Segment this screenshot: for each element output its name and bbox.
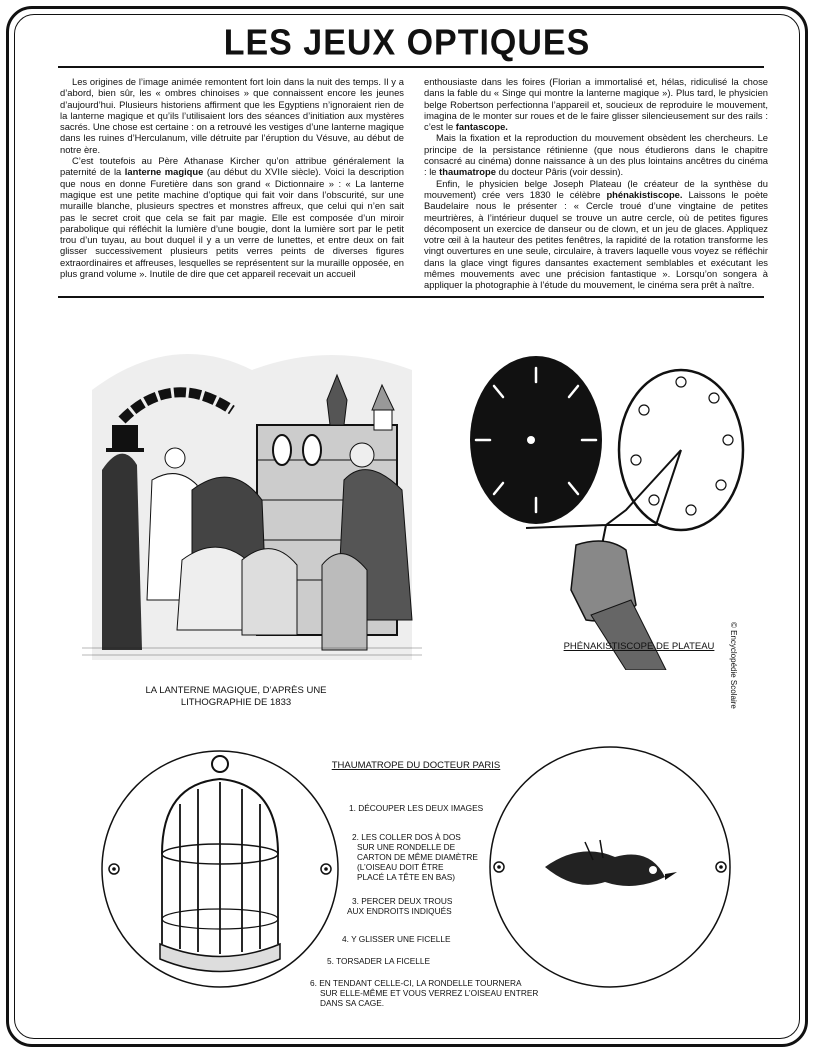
instruction-step-6-line2: SUR ELLE-MÊME ET VOUS VERREZ L’OISEAU ENTRER: [320, 988, 539, 998]
instruction-step-4: 4. Y GLISSER UNE FICELLE: [342, 934, 451, 944]
term-lanterne-magique: lanterne magique: [124, 166, 204, 178]
lanterne-magique-illustration: [82, 330, 422, 660]
instruction-step-2-line2: SUR UNE RONDELLE DE: [357, 842, 456, 852]
text-bottom-rule: [58, 296, 764, 298]
title-rule: [58, 66, 764, 68]
foires-text: enthousiaste dans les foires (Florian a immortalisé et, hélas, ridiculisé la chose dans la fable du « Singe qui montre la lanterne magique »). Plus tard, le physicien belge Robertson perfectionna l’appareil et, soucieux de reproduire le mouvement, imagina de le monter sur roues et de le faire glisser silencieusement sur des rails : c’est le: [424, 76, 768, 133]
caption-lanterne: [96, 685, 376, 708]
instruction-step-2-line4: (L’OISEAU DOIT ÊTRE: [357, 862, 444, 872]
paragraph-foires: [424, 76, 768, 132]
caption-phenakistiscope: PHÉNAKISTISCOPE DE PLATEAU: [563, 641, 715, 652]
caption-lanterne-line2: LITHOGRAPHIE DE 1833: [180, 696, 292, 708]
instruction-step-6: 6. EN TENDANT CELLE-CI, LA RONDELLE TOURNERA: [310, 978, 522, 988]
paragraph-origins: Les origines de l’image animée remontent fort loin dans la nuit des temps. Il y a d’abord, bien sûr, les « ombres chinoises » que connaissent encore les jeunes d’aujourd’hui. Plusieurs historiens affirment que les Egyptiens n’ignoraient rien de la lanterne magique et qu’ils l’utilisaient lors des séances d’initiation aux mystères sacrés. Une chose est certaine : on a retrouvé les vestiges d’une lanterne magique dans les ruines d’Herculanum, ville détruite par l’éruption du Vésuve, au début de notre ère.: [60, 76, 404, 155]
paragraph-plateau: [424, 178, 768, 291]
instruction-step-3-line2: AUX ENDROITS INDIQUÉS: [347, 906, 452, 916]
caption-thaumatrope: THAUMATROPE DU DOCTEUR PARIS: [331, 760, 501, 771]
page-title: LES JEUX OPTIQUES: [223, 23, 591, 63]
caption-lanterne-line1: LA LANTERNE MAGIQUE, D’APRÈS UNE: [145, 685, 327, 696]
instruction-step-3: 3. PERCER DEUX TROUS: [352, 896, 453, 906]
paragraph-kircher: [60, 155, 404, 279]
term-thaumatrope: thaumatrope: [439, 166, 496, 178]
instruction-step-2: 2. LES COLLER DOS À DOS: [352, 832, 461, 842]
plateau-text-2: Laissons le poète Baudelaire nous le présenter : « Cercle troué d’une vingtaine de petites meurtrières, à l’intérieur duquel se trouve un autre cercle, où de petites figures décomposent un exercice de danseur ou de clown, et un jeu de glaces. Appliquez votre œil à la hauteur des petites fenêtres, la rapidité de la rotation transforme les vingt ouvertures en une seule, circulaire, à travers laquelle vous voyez se réfléchir dans la glace vingt figures dansantes exactement semblables et exécutant les mêmes mouvements avec une précision fantastique ». Lorsqu’on songera à appliquer la photographie à l’étude du mouvement, le cinéma sera prêt à naître.: [424, 188, 769, 291]
phenakistiscope-illustration: [466, 350, 756, 670]
term-phenakistiscope: phénakistiscope.: [606, 188, 683, 200]
plateau-text: Enfin, le physicien belge Joseph Plateau (le créateur de la synthèse du mouvement) crée vers 1830 le célèbre: [424, 177, 768, 200]
thaumatrope-cage-disc: [100, 744, 340, 994]
instruction-step-6-line3: DANS SA CAGE.: [320, 998, 385, 1008]
copyright-notice: © Encyclopédie Scolaire: [729, 622, 738, 709]
kircher-text-1: C’est toutefois au Père Athanase Kircher qu’on attribue généralement la paternité de la: [60, 155, 404, 178]
instruction-step-5: 5. TORSADER LA FICELLE: [327, 956, 430, 966]
term-fantascope: fantascope.: [455, 121, 508, 133]
instruction-step-1: 1. DÉCOUPER LES DEUX IMAGES: [349, 803, 484, 813]
thaumatrope-bird-disc: [485, 742, 735, 992]
text-column-left: [60, 76, 404, 279]
kircher-text-2: (au début du XVIIe siècle). Voici la description que nous en donne Furetière dans son grand « Dictionnaire » : « La lanterne magique est une petite machine d’optique qui fait voir dans l’obscurité, sur une muraille blanche, plusieurs spectres et monstres affreux, que celui qui n’en sait pas le secret croit que cela se fait par magie. Elle est composée d’un miroir parabolique qui réfléchit la lumière d’une bougie, dont la lumière sort par le petit trou d’un tuyau, au bout duquel il y a un verre de lunettes, et entre deux on fait glisser successivement plusieurs petits verres peints de diverses figures extraordinaires et affreuses, lesquelles se représentent sur la muraille opposée, en plus grand volume ». Inutile de dire que cet appareil recevait un accueil: [60, 166, 405, 280]
text-column-right: [424, 76, 768, 291]
fixation-text-2: du docteur Pâris (voir dessin).: [498, 166, 624, 178]
instruction-step-2-line5: PLACÉ LA TÊTE EN BAS): [357, 872, 456, 882]
paragraph-fixation: [424, 132, 768, 177]
fixation-text: Mais la fixation et la reproduction du mouvement obsèdent les chercheurs. Le principe de la persistance rétinienne (que nous étudierons dans le chapitre consacré au cinéma) donne naissance à un des plus lointains ancêtres du cinéma : le: [424, 132, 768, 178]
instruction-step-2-line3: CARTON DE MÊME DIAMÈTRE: [357, 852, 478, 862]
